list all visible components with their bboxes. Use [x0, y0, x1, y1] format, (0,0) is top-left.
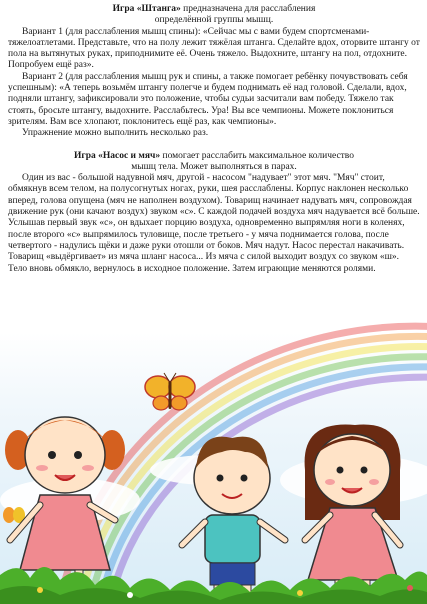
game1-title-name: Игра «Штанга»	[112, 4, 181, 14]
game1-title	[8, 4, 420, 15]
game2-title-rest: помогает расслабить максимальное количество	[160, 150, 354, 161]
game2-body: Один из вас - большой надувной мяч, другой - насосом "надувает" этот мяч. "Мяч" стоит, обмякнув всем телом, на полусогнутых ногах, руки, шея расслаблены. Корпус наклонен несколько вперед, голова опущена (мяч не наполнен воздухом). Товарищ начинает надувать мяч, сопровождая движение рук (они качают воздух) звуком «с». С каждой подачей воздуха мяч надувается всё больше. Услышав первый звук «с», он вдыхает порцию воздуха, одновременно выпрямляя ноги в коленях, после второго «с» выпрямилось туловище, после третьего - у мяча поднимается голова, после четвертого - надулись щёки и даже руки отошли от боков. Мяч надут. Насос перестал накачивать. Товарищ «выдёргивает» из мяча шланг насоса... Из мяча с силой выходит воздух со звуком «ш». Тело вновь обмякло, вернулось в исходное положение. Затем играющие меняются ролями.	[8, 173, 420, 274]
document-text	[8, 4, 420, 275]
game2-title-name: Игра «Насос и мяч»	[74, 150, 161, 161]
game1-variant2: Вариант 2 (для расслабления мышц рук и спины, а также помогает ребёнку почувствовать себя успешным): «А теперь возьмём штангу полегче и будем поднимать её над головой. Сделали, вдох, подняли штангу, зафиксировали это положение, чтобы судьи засчитали вам победу. Тяжело так стоять, бросьте штангу, выдохните. Расслабьтесь. Ура! Вы все чемпионы. Можете поклониться зрителям. Вам все хлопают, поклонитесь ещё раз, как чемпионы».	[8, 71, 408, 127]
girl-right-figure	[305, 425, 401, 600]
game1-title-rest: предназначена для расслабления	[180, 4, 316, 14]
game1-title-line2: определённой группы мышц.	[154, 15, 274, 26]
game2-title	[8, 151, 420, 162]
game1-note: Упражнение можно выполнить несколько раз.	[22, 128, 209, 139]
boy-figure	[182, 437, 285, 600]
game2-title-line2: мышц тела. Может выполняться в парах.	[131, 161, 297, 172]
game1-variant1: Вариант 1 (для расслабления мышц спины): «Сейчас мы с вами будем спортсменами-тяжелоатлетами. Представьте, что на полу лежит тяжёлая штанга. Сделайте вдох, оторвите штангу от пола на вытянутых руках, приподнимите её. Очень тяжело. Выдохните, штангу на пол, отдохните. Попробуем ещё раз».	[8, 26, 420, 71]
